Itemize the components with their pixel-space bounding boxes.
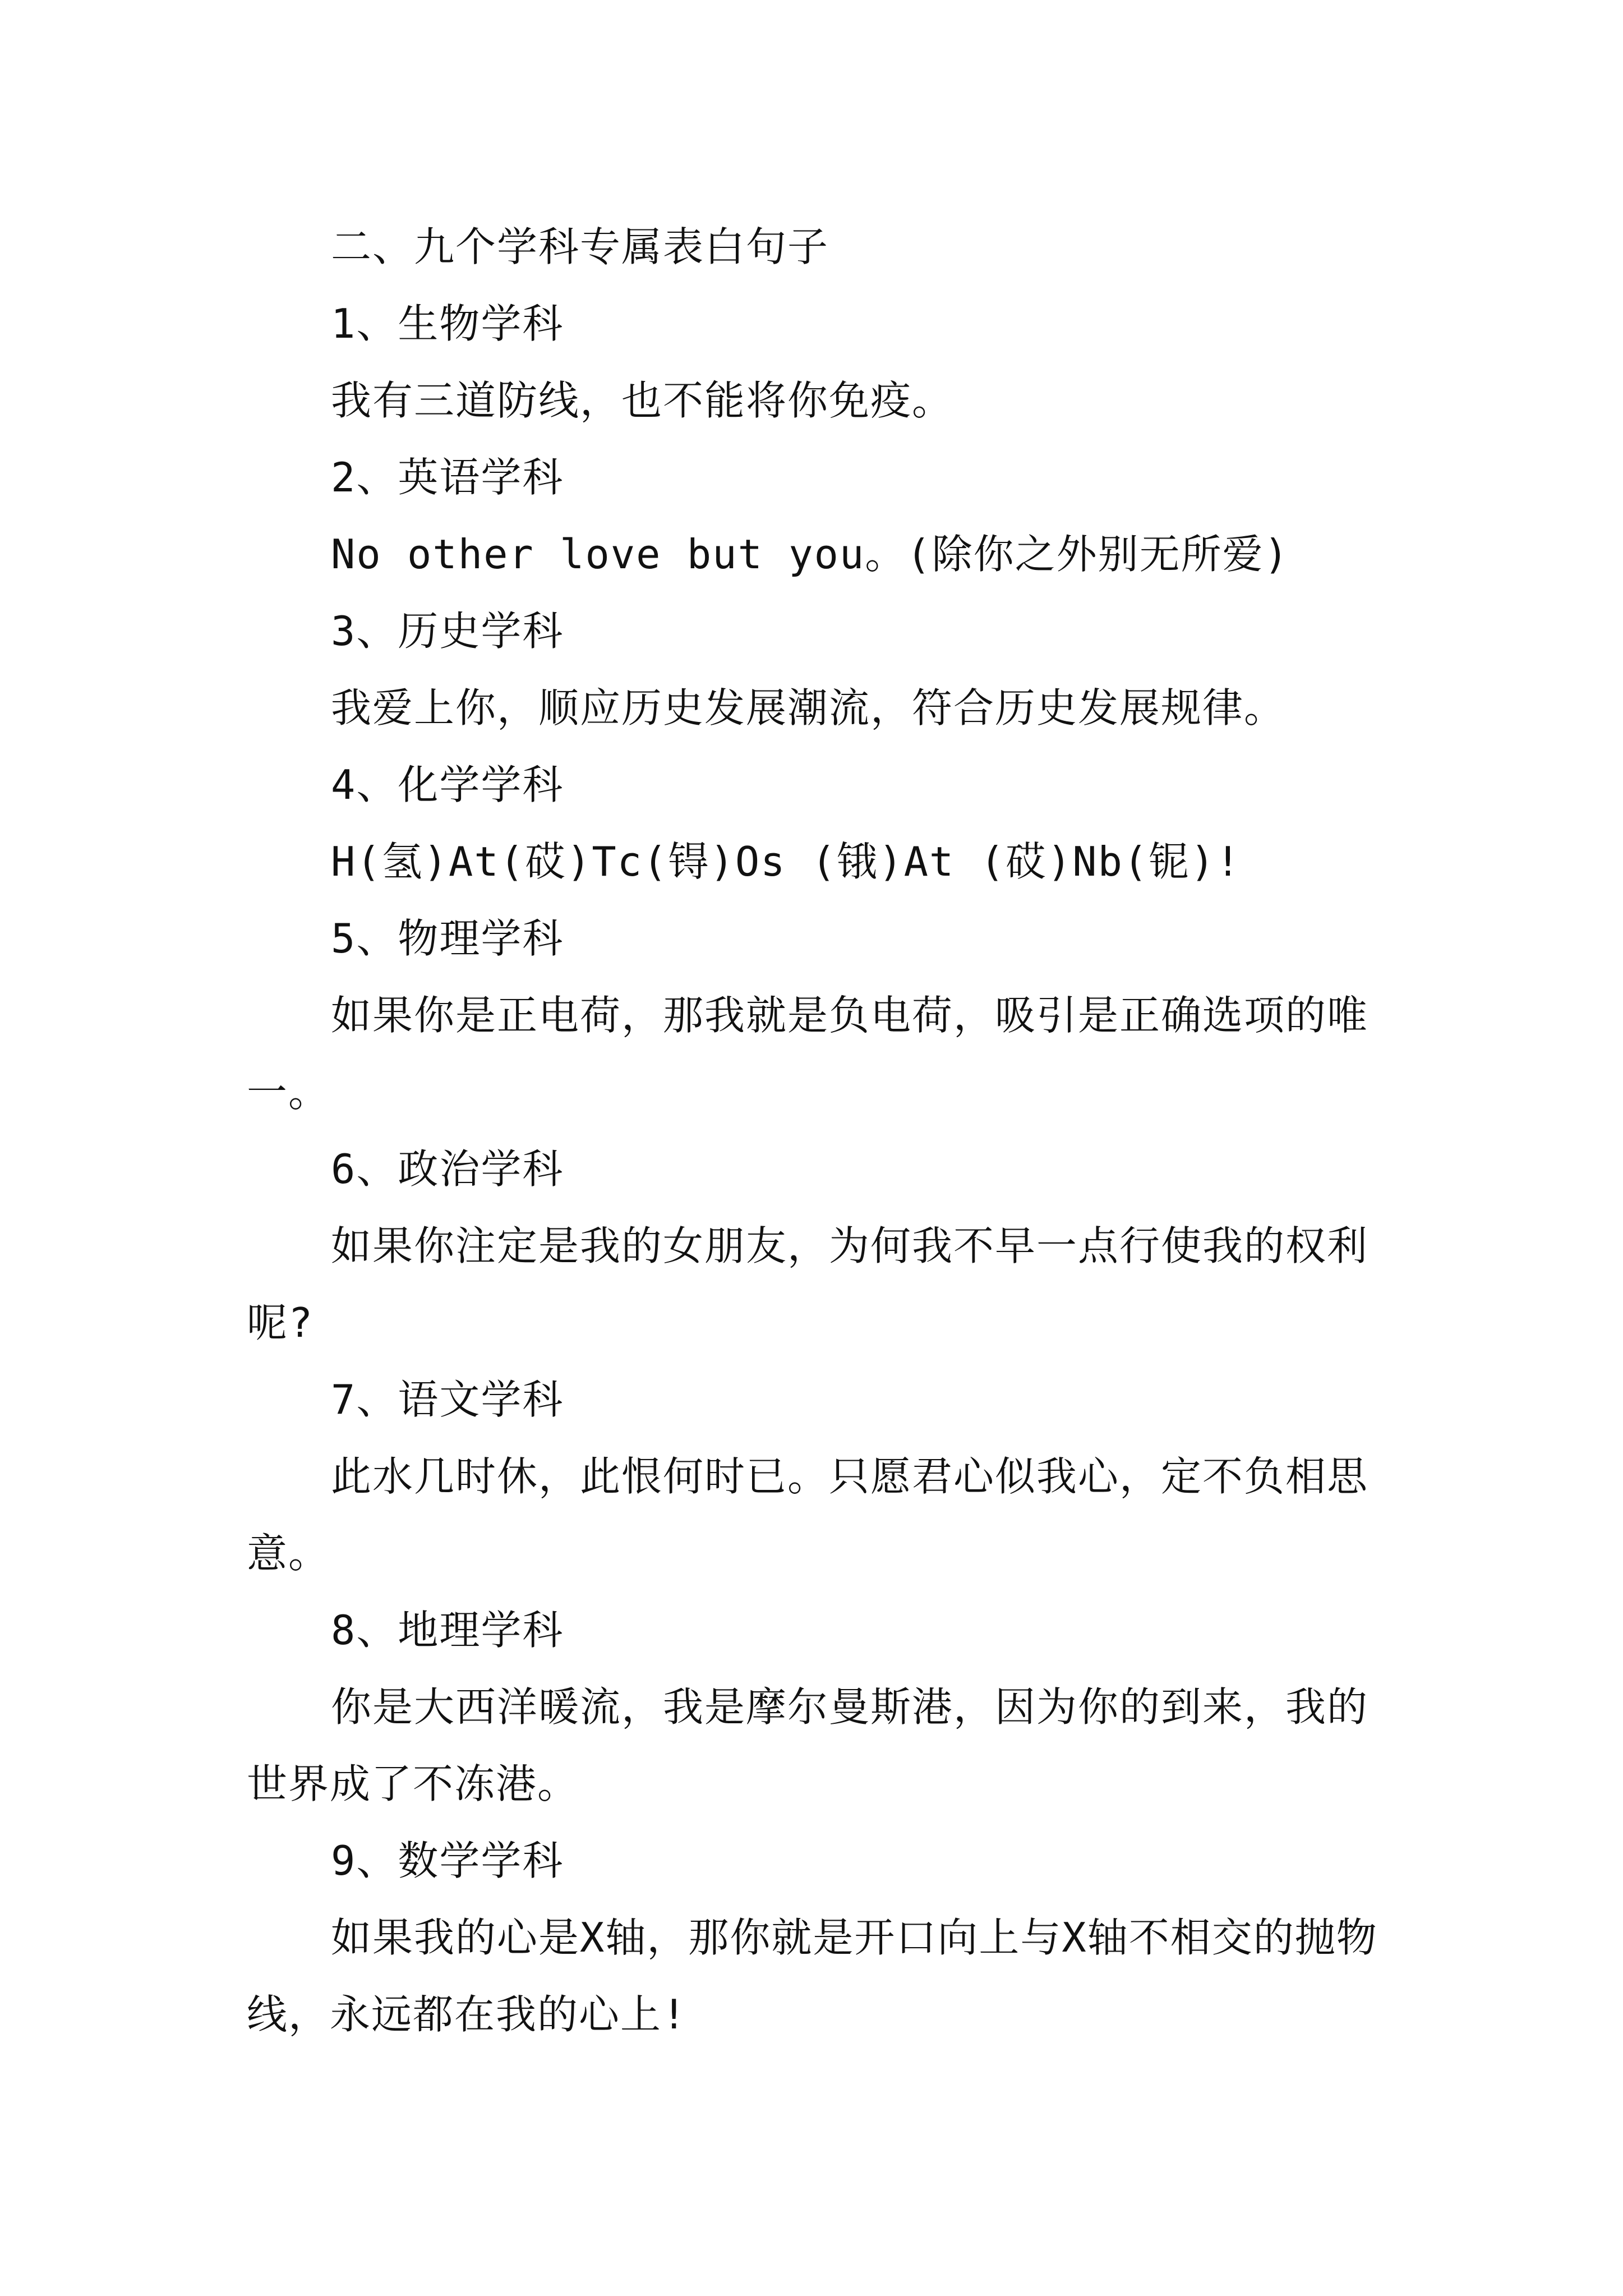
subject-title-biology: 1、生物学科 <box>331 300 564 347</box>
subject-text-geography: 你是大西洋暖流，我是摩尔曼斯港，因为你的到来，我的世界成了不冻港。 <box>247 1683 1369 1807</box>
subject-title-politics: 6、政治学科 <box>331 1145 564 1193</box>
subject-text-politics: 如果你注定是我的女朋友，为何我不早一点行使我的权利呢? <box>247 1222 1369 1346</box>
subject-text-english: No other love but you。(除你之外别无所爱) <box>331 531 1289 578</box>
section-heading: 二、九个学科专属表白句子 <box>331 223 829 270</box>
subject-title-english: 2、英语学科 <box>331 454 564 501</box>
subject-text-physics: 如果你是正电荷，那我就是负电荷，吸引是正确选项的唯一。 <box>247 992 1369 1116</box>
subject-text-history: 我爱上你，顺应历史发展潮流，符合历史发展规律。 <box>331 684 1286 731</box>
subject-title-physics: 5、物理学科 <box>331 915 564 962</box>
subject-text-chinese: 此水几时休，此恨何时已。只愿君心似我心，定不负相思意。 <box>247 1453 1369 1577</box>
subject-text-biology: 我有三道防线，也不能将你免疫。 <box>331 377 954 424</box>
subject-title-math: 9、数学学科 <box>331 1837 564 1884</box>
subject-title-chinese: 7、语文学科 <box>331 1376 564 1423</box>
subject-title-chemistry: 4、化学学科 <box>331 761 564 808</box>
subject-text-chemistry: H(氢)At(砹)Tc(锝)Os (锇)At (砹)Nb(铌)! <box>331 838 1242 885</box>
document-body <box>247 209 1385 2053</box>
subject-text-math: 如果我的心是X轴，那你就是开口向上与X轴不相交的抛物线，永远都在我的心上! <box>247 1914 1378 2038</box>
subject-title-geography: 8、地理学科 <box>331 1607 564 1654</box>
subject-title-history: 3、历史学科 <box>331 608 564 655</box>
